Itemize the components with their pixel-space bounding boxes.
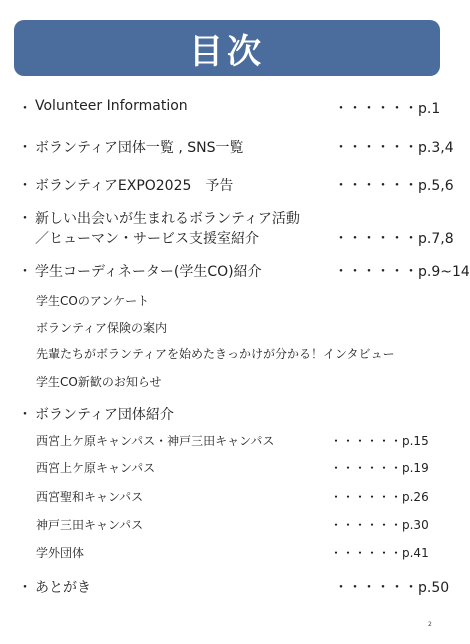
toc-subitem-page: ・・・・・・p.15 [330, 434, 429, 448]
toc-item-page: ・・・・・・p.50 [334, 580, 450, 596]
toc-subitem-label: 学外団体 [36, 546, 85, 560]
toc-subitem-label: 西宮上ケ原キャンパス [36, 461, 156, 475]
toc-subitem-label: 学生CO新歓のお知らせ [36, 375, 162, 389]
toc-item-label: 学生コーディネーター(学生CO)紹介 [35, 264, 262, 280]
page-title: 目次 [189, 31, 265, 72]
toc-subitem-label: 先輩たちがボランティアを始めたきっかけが分かる！インタビュー [36, 347, 395, 361]
bullet: ・ [18, 101, 32, 117]
toc-subitem-page: ・・・・・・p.26 [330, 490, 429, 504]
bullet: ・ [18, 407, 32, 423]
bullet: ・ [18, 211, 32, 227]
toc-item-human-service[interactable] [0, 208, 455, 248]
toc-item-label-line2: ／ヒューマン・サービス支援室紹介 [35, 231, 259, 247]
toc-item-page: ・・・・・・p.5,6 [334, 178, 454, 194]
toc-subitem-label: 学生COのアンケート [36, 294, 150, 308]
toc-subitem-label: ボランティア保険の案内 [36, 321, 168, 335]
bullet: ・ [18, 264, 32, 280]
page-number: 2 [428, 621, 432, 628]
toc-item-label: ボランティアEXPO2025 予告 [35, 178, 234, 194]
toc-subitem-page: ・・・・・・p.30 [330, 518, 429, 532]
toc-item-label: ボランティア団体紹介 [35, 407, 174, 423]
title-banner [14, 20, 440, 76]
toc-subitem-label: 神戸三田キャンパス [36, 518, 144, 532]
toc-subitem-label: 西宮聖和キャンパス [36, 490, 144, 504]
toc-subitem-page: ・・・・・・p.41 [330, 546, 429, 560]
toc-subitem-label: 西宮上ケ原キャンパス・神戸三田キャンパス [36, 434, 275, 448]
toc-item-page: ・・・・・・p.3,4 [334, 140, 454, 156]
toc-item-page: ・・・・・・p.1 [334, 101, 441, 117]
toc-item-label: Volunteer Information [35, 98, 188, 114]
toc-item-label: ボランティア団体一覧 , SNS一覧 [35, 140, 244, 156]
toc-item-label-line1: 新しい出会いが生まれるボランティア活動 [35, 211, 300, 227]
bullet: ・ [18, 178, 32, 194]
toc-item-label: あとがき [35, 580, 91, 596]
toc-item-page: ・・・・・・p.9~14 [334, 264, 470, 280]
bullet: ・ [18, 140, 32, 156]
bullet: ・ [18, 580, 32, 596]
toc-subitem-page: ・・・・・・p.19 [330, 461, 429, 475]
toc-item-page: ・・・・・・p.7,8 [334, 231, 454, 247]
